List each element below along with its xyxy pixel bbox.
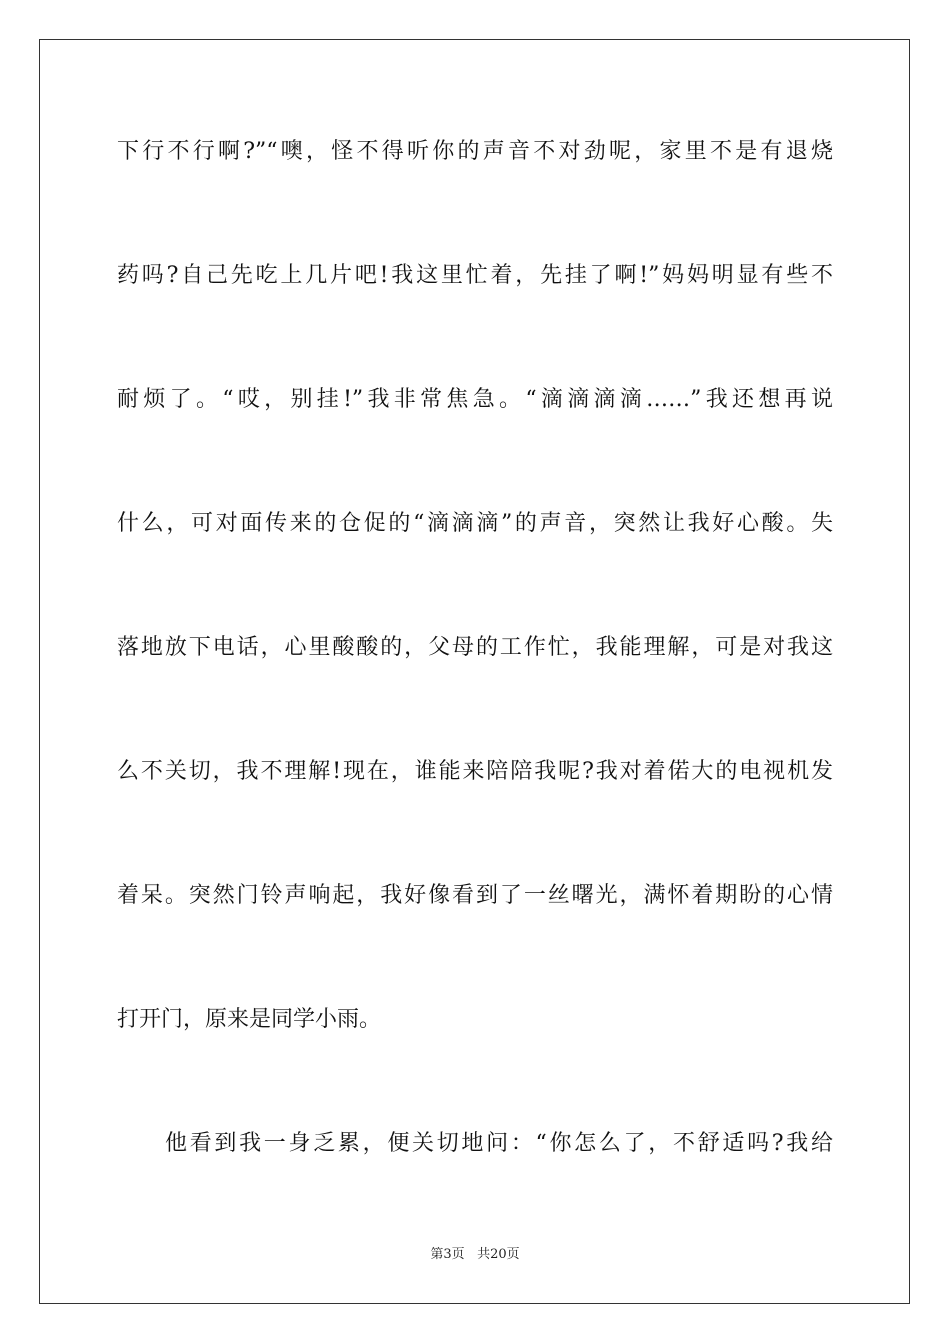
- page-border: [39, 39, 910, 1304]
- body-text-line: 他看到我一身乏累，便关切地问：“你怎么了，不舒适吗?我给: [165, 1131, 833, 1156]
- page-total: 共20页: [477, 1247, 520, 1262]
- body-text-line: 打开门，原来是同学小雨。: [117, 1007, 382, 1032]
- body-text-line: 什么，可对面传来的仓促的“滴滴滴”的声音，突然让我好心酸。失: [117, 511, 833, 536]
- body-text-line: 着呆。突然门铃声响起，我好像看到了一丝曙光，满怀着期盼的心情: [117, 883, 833, 908]
- page-footer: [0, 1246, 950, 1264]
- body-text-line: 药吗?自己先吃上几片吧!我这里忙着，先挂了啊!”妈妈明显有些不: [117, 263, 833, 288]
- body-text-line: 下行不行啊?”“噢，怪不得听你的声音不对劲呢，家里不是有退烧: [117, 139, 833, 164]
- body-text-line: 耐烦了。“哎，别挂!”我非常焦急。“滴滴滴滴……”我还想再说: [117, 387, 833, 412]
- body-text-line: 落地放下电话，心里酸酸的，父母的工作忙，我能理解，可是对我这: [117, 635, 833, 660]
- body-text-line: 么不关切，我不理解!现在，谁能来陪陪我呢?我对着偌大的电视机发: [117, 759, 833, 784]
- page-number: 第3页: [430, 1247, 465, 1262]
